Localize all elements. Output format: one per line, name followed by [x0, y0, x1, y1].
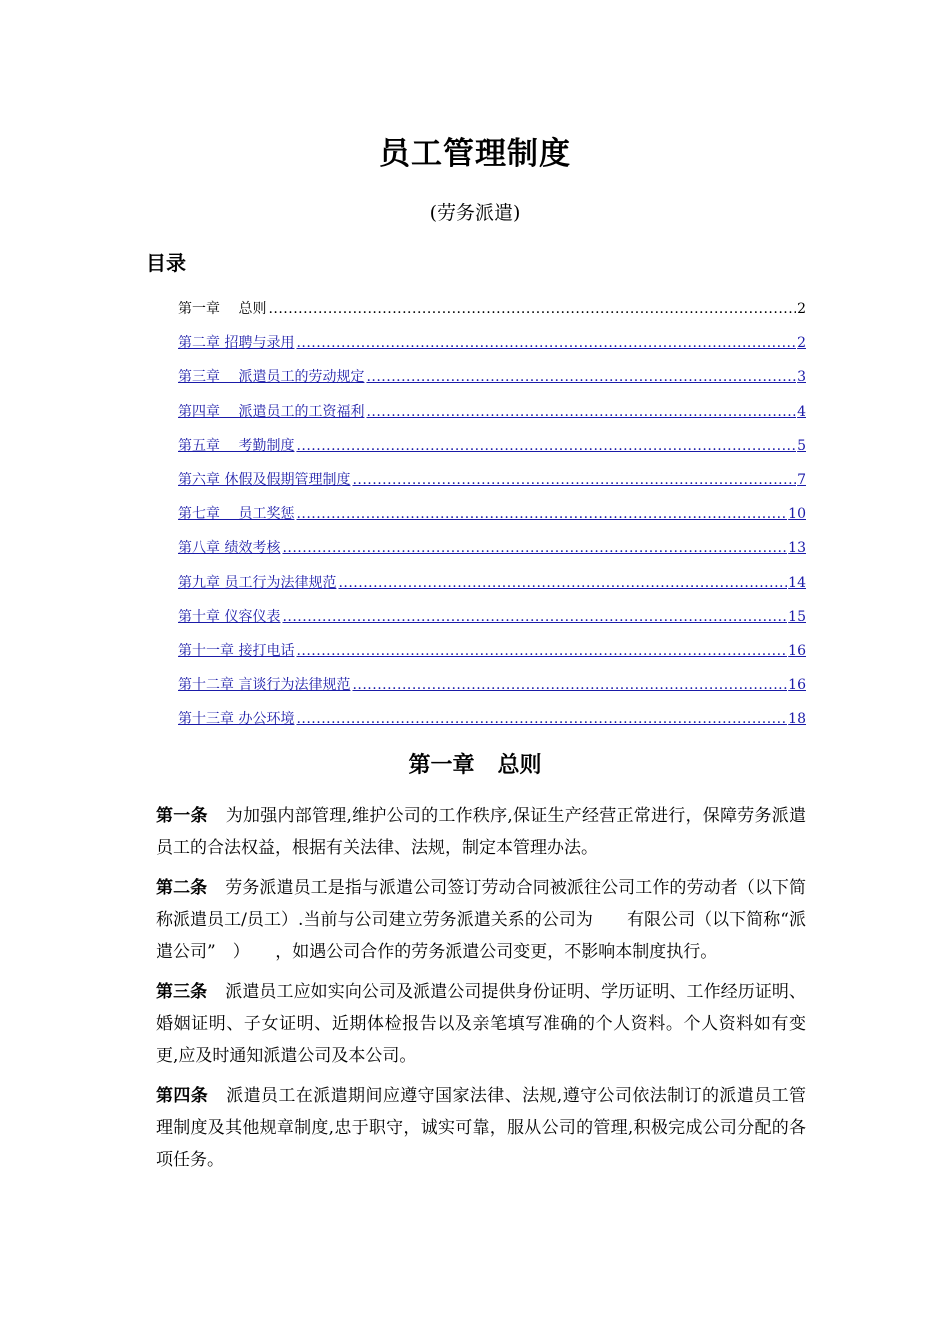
toc-entry[interactable] [178, 672, 806, 706]
article-2 [156, 872, 806, 968]
toc-entry [178, 296, 806, 330]
toc-entry-page: 10 [788, 506, 806, 523]
toc-entry-label: 第十一章 接打电话 [178, 642, 295, 659]
toc-entry[interactable] [178, 604, 806, 638]
toc-dot-leader [296, 706, 787, 732]
toc-entry-page: 2 [797, 301, 806, 317]
article-label: 第一条 [156, 806, 208, 826]
toc-entry-label: 第二章 招聘与录用 [178, 335, 295, 352]
toc-dot-leader [366, 364, 796, 390]
document-subtitle: (劳务派遣) [429, 202, 521, 224]
article-text: 派遣员工应如实向公司及派遣公司提供身份证明、学历证明、工作经历证明、婚姻证明、子女证明、近期体检报告以及亲笔填写准确的个人资料。个人资料如有变更,应及时通知派遣公司及本公司。 [156, 982, 806, 1066]
toc-dot-leader [282, 535, 787, 561]
article-label: 第三条 [156, 982, 208, 1002]
toc-entry[interactable] [178, 433, 806, 467]
toc-entry[interactable] [178, 330, 806, 364]
toc-entry[interactable] [178, 501, 806, 535]
toc-entry-page: 3 [797, 369, 806, 386]
toc-entry[interactable] [178, 364, 806, 398]
article-text: 为加强内部管理,维护公司的工作秩序,保证生产经营正常进行，保障劳务派遣员工的合法权益，根据有关法律、法规，制定本管理办法。 [156, 806, 806, 858]
toc-entry-label: 第八章 绩效考核 [178, 540, 281, 557]
toc-entry[interactable] [178, 706, 806, 740]
toc-dot-leader [282, 604, 787, 630]
toc-entry-label: 第九章 员工行为法律规范 [178, 574, 337, 591]
toc-dot-leader [296, 330, 796, 356]
toc-entry-page: 14 [788, 574, 806, 591]
toc-dot-leader [352, 672, 787, 698]
article-label: 第二条 [156, 878, 208, 898]
toc-entry-label: 第四章 派遣员工的工资福利 [178, 403, 365, 420]
toc-entry-label: 第十章 仪容仪表 [178, 608, 281, 625]
toc-entry-page: 18 [788, 711, 806, 728]
toc-entry-label: 第五章 考勤制度 [178, 437, 295, 454]
toc-entry-page: 7 [797, 471, 806, 488]
toc-dot-leader [296, 501, 787, 527]
toc-entry-label: 第三章 派遣员工的劳动规定 [178, 369, 365, 386]
toc-entry-label: 第十三章 办公环境 [178, 711, 295, 728]
chapter-body [156, 800, 806, 1184]
toc-entry-page: 4 [797, 403, 806, 420]
toc-entry[interactable] [178, 570, 806, 604]
chapter-heading: 第一章 总则 [408, 753, 542, 778]
article-3 [156, 976, 806, 1072]
table-of-contents [178, 296, 806, 740]
toc-dot-leader [366, 399, 796, 425]
article-text: 劳务派遣员工是指与派遣公司签订劳动合同被派往公司工作的劳动者（以下简称派遣员工/员工）.当前与公司建立劳务派遣关系的公司为 有限公司（以下简称“派遣公司” ） ，如遇公司合作的劳务派遣公司变更，不影响本制度执行。 [156, 878, 806, 962]
toc-entry-page: 16 [788, 677, 806, 694]
toc-dot-leader [338, 570, 787, 596]
toc-entry-page: 13 [788, 540, 806, 557]
toc-dot-leader [268, 296, 796, 322]
article-4 [156, 1080, 806, 1176]
toc-entry-label: 第七章 员工奖惩 [178, 506, 295, 523]
toc-entry-label: 第一章 总则 [178, 301, 267, 317]
toc-entry-label: 第十二章 言谈行为法律规范 [178, 677, 351, 694]
article-1 [156, 800, 806, 864]
toc-entry-page: 5 [797, 437, 806, 454]
toc-entry-page: 16 [788, 642, 806, 659]
toc-entry[interactable] [178, 399, 806, 433]
toc-dot-leader [296, 433, 796, 459]
article-text: 派遣员工在派遣期间应遵守国家法律、法规,遵守公司依法制订的派遣员工管理制度及其他规章制度,忠于职守，诚实可靠，服从公司的管理,积极完成公司分配的各项任务。 [156, 1086, 806, 1170]
toc-entry-page: 15 [788, 608, 806, 625]
toc-entry-page: 2 [797, 335, 806, 352]
toc-entry[interactable] [178, 638, 806, 672]
toc-dot-leader [352, 467, 796, 493]
toc-dot-leader [296, 638, 787, 664]
article-label: 第四条 [156, 1086, 209, 1106]
toc-entry[interactable] [178, 467, 806, 501]
toc-entry[interactable] [178, 535, 806, 569]
toc-heading: 目录 [146, 251, 186, 275]
document-title: 员工管理制度 [379, 136, 571, 172]
toc-entry-label: 第六章 休假及假期管理制度 [178, 471, 351, 488]
